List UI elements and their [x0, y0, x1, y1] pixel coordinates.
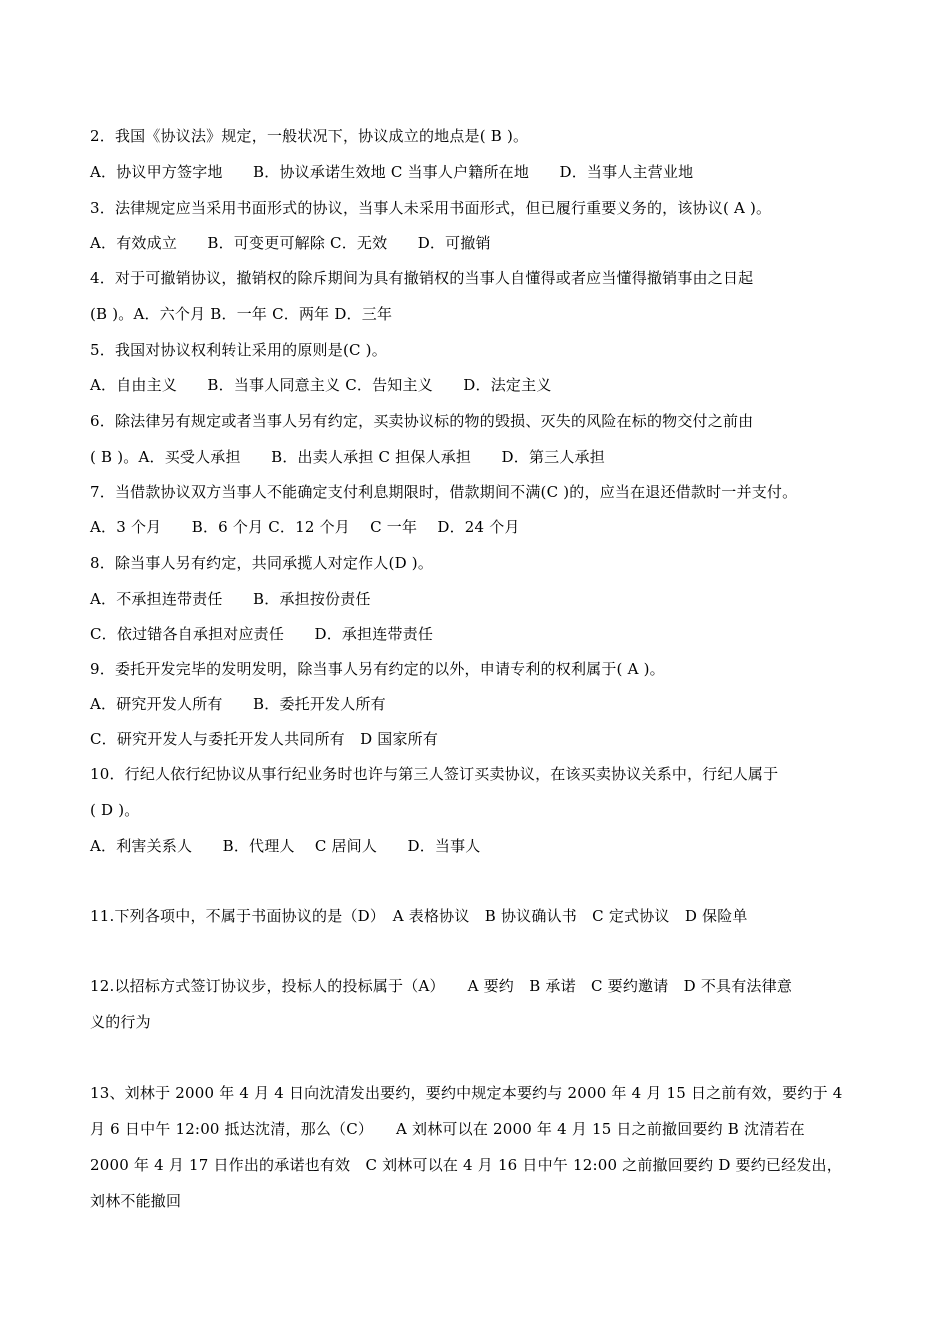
- question-5-stem: 5．我国对协议权利转让采用的原则是(C )。: [90, 341, 387, 359]
- question-7-stem: 7．当借款协议双方当事人不能确定支付利息期限时，借款期间不满(C )的，应当在退还借款时一并支付。: [90, 483, 798, 501]
- question-9-options-a: A．研究开发人所有 B．委托开发人所有: [90, 695, 386, 713]
- question-12: 12.以招标方式签订协议步，投标人的投标属于（A） A 要约 B 承诺 C 要约邀请 D 不具有法律意: [90, 977, 793, 995]
- question-10-stem: 10．行纪人依行纪协议从事行纪业务时也许与第三人签订买卖协议，在该买卖协议关系中，行纪人属于: [90, 765, 779, 783]
- question-9-stem: 9．委托开发完毕的发明发明，除当事人另有约定的以外，申请专利的权利属于( A )。: [90, 660, 665, 678]
- question-2-stem: 2．我国《协议法》规定，一般状况下，协议成立的地点是( B )。: [90, 127, 529, 145]
- question-3-options: A．有效成立 B．可变更可解除 C．无效 D．可撤销: [90, 234, 491, 252]
- question-2-options: A．协议甲方签字地 B．协议承诺生效地 C 当事人户籍所在地 D．当事人主营业地: [90, 163, 694, 181]
- question-8-stem: 8．除当事人另有约定，共同承揽人对定作人(D )。: [90, 554, 434, 572]
- question-9-options-b: C．研究开发人与委托开发人共同所有 D 国家所有: [90, 730, 439, 748]
- question-5-options: A．自由主义 B．当事人同意主义 C．告知主义 D．法定主义: [90, 376, 552, 394]
- question-4-options: (B )。A．六个月 B．一年 C．两年 D．三年: [90, 305, 393, 323]
- question-13-cont-3: 刘林不能撤回: [90, 1192, 182, 1210]
- question-13: 13、刘林于 2000 年 4 月 4 日向沈清发出要约，要约中规定本要约与 2000 年 4 月 15 日之前有效，要约于 4: [90, 1084, 843, 1102]
- question-10-stem-cont: ( D )。: [90, 801, 140, 819]
- question-13-cont-1: 月 6 日中午 12:00 抵达沈清，那么（C） A 刘林可以在 2000 年 4 月 15 日之前撤回要约 B 沈清若在: [90, 1120, 805, 1138]
- question-10-options: A．利害关系人 B．代理人 C 居间人 D．当事人: [90, 837, 481, 855]
- question-11: 11.下列各项中，不属于书面协议的是（D） A 表格协议 B 协议确认书 C 定式协议 D 保险单: [90, 907, 748, 925]
- question-6-stem: 6．除法律另有规定或者当事人另有约定，买卖协议标的物的毁损、灭失的风险在标的物交付之前由: [90, 412, 754, 430]
- question-12-cont: 义的行为: [90, 1013, 151, 1031]
- question-4-stem: 4．对于可撤销协议，撤销权的除斥期间为具有撤销权的当事人自懂得或者应当懂得撤销事由之日起: [90, 269, 754, 287]
- question-13-cont-2: 2000 年 4 月 17 日作出的承诺也有效 C 刘林可以在 4 月 16 日中午 12:00 之前撤回要约 D 要约已经发出，: [90, 1156, 842, 1174]
- question-6-options: ( B )。A．买受人承担 B．出卖人承担 C 担保人承担 D．第三人承担: [90, 448, 605, 466]
- question-8-options-a: A．不承担连带责任 B．承担按份责任: [90, 590, 371, 608]
- question-3-stem: 3．法律规定应当采用书面形式的协议，当事人未采用书面形式，但已履行重要义务的，该协议( A )。: [90, 199, 772, 217]
- question-7-options: A．3 个月 B．6 个月 C．12 个月 C 一年 D．24 个月: [90, 518, 520, 536]
- question-8-options-b: C．依过错各自承担对应责任 D．承担连带责任: [90, 625, 434, 643]
